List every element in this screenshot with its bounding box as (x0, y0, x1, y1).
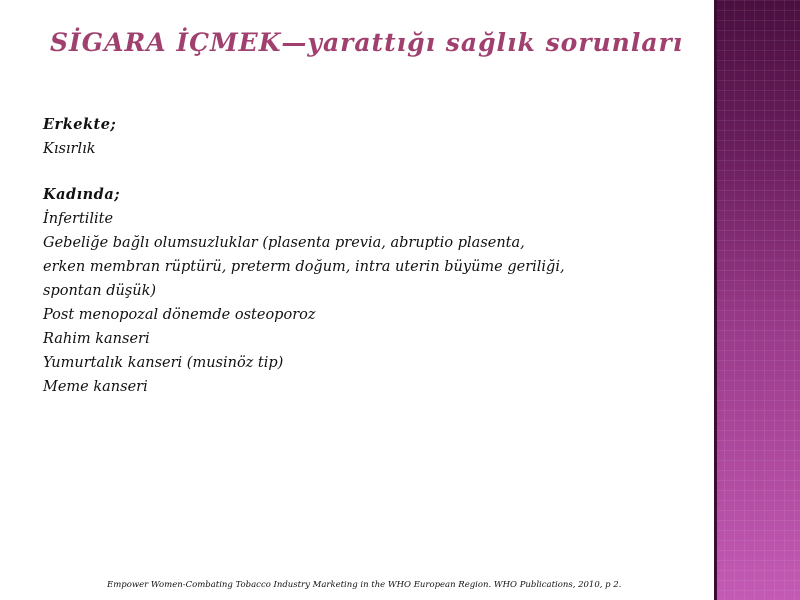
side-band-edge (714, 0, 717, 600)
decorative-side-band (714, 0, 800, 600)
group-heading-male: Erkekte; (43, 116, 117, 133)
list-item: Rahim kanseri (43, 331, 150, 347)
list-item: erken membran rüptürü, preterm doğum, intra uterin büyüme geriliği, (43, 259, 565, 275)
list-item: spontan düşük) (43, 283, 157, 299)
group-heading-female: Kadında; (43, 186, 121, 203)
list-item: Meme kanseri (43, 379, 148, 395)
source-footnote: Empower Women-Combating Tobacco Industry Marketing in the WHO European Region. WHO Publications, 2010, p 2. (107, 580, 622, 590)
group-spacer (43, 161, 693, 183)
list-item: İnfertilite (43, 211, 114, 227)
slide-title: SİGARA İÇMEK—yarattığı sağlık sorunları (50, 28, 684, 57)
list-item: Kısırlık (43, 141, 96, 157)
group-female (43, 183, 693, 399)
slide-body (43, 113, 693, 399)
list-item: Gebeliğe bağlı olumsuzluklar (plasenta previa, abruptio plasenta, (43, 235, 525, 251)
list-item: Post menopozal dönemde osteoporoz (43, 307, 316, 323)
list-item: Yumurtalık kanseri (musinöz tip) (43, 355, 284, 371)
group-male (43, 113, 693, 161)
